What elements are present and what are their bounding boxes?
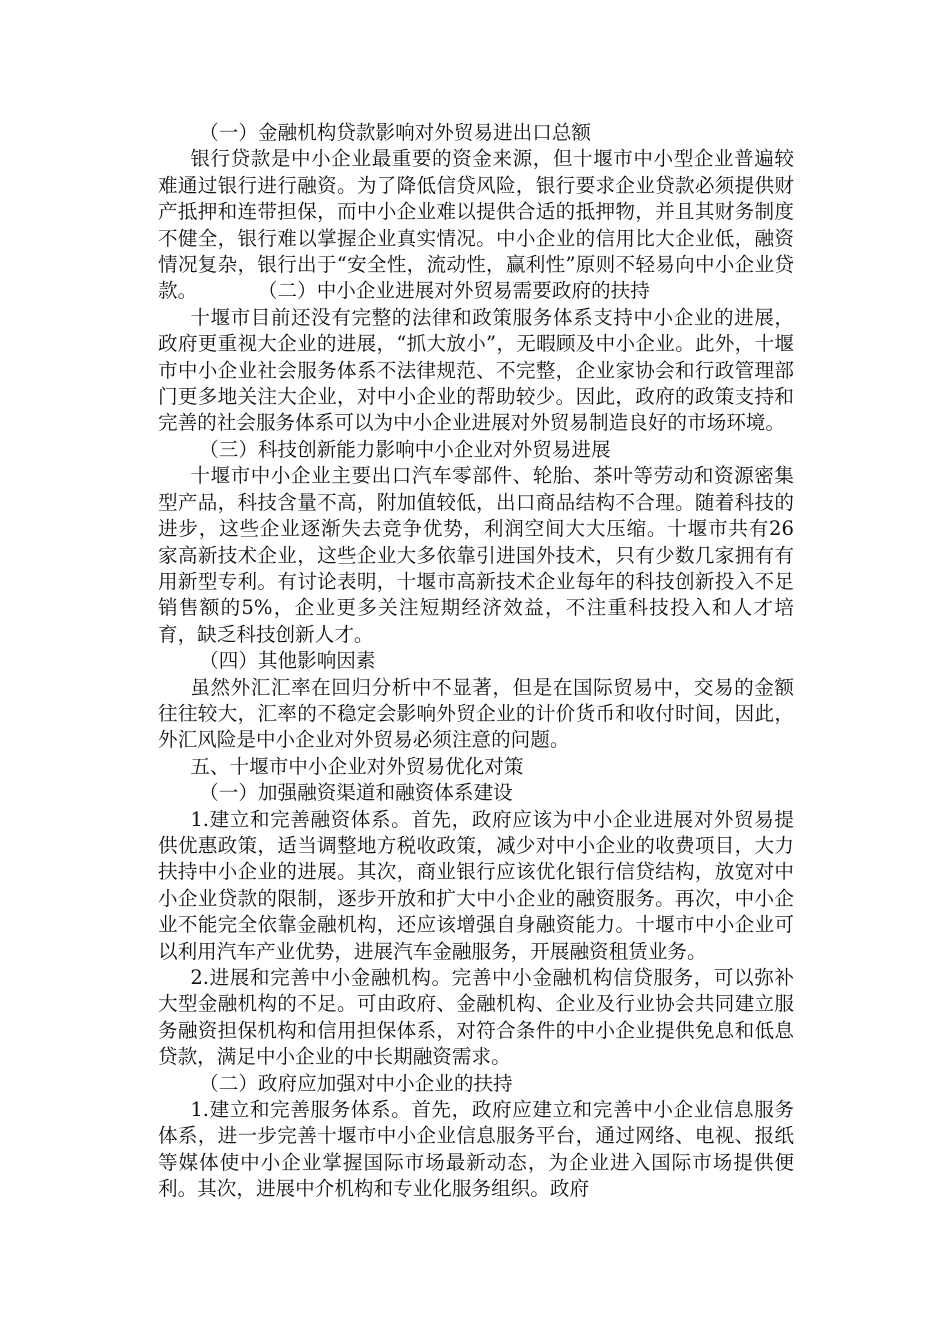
paragraph-bank-loans — [158, 146, 794, 304]
section-heading-tech-innovation: （三）科技创新能力影响中小企业对外贸易进展 — [199, 437, 611, 461]
paragraph-tech-innovation: 十堰市中小企业主要出口汽车零部件、轮胎、茶叶等劳动和资源密集型产品，科技含量不高，附加值较低，出口商品结构不合理。随着科技的进步，这些企业逐渐失去竞争优势，利润空间大大压缩。十堰市共有26 家高新技术企业，这些企业大多依靠引进国外技术，只有少数几家拥有有用新型专利。有讨论表明，十堰市高新技术企业每年的科技创新投入不足销售额的5%，企业更多关注短期经济效益，不注重科技投入和人才培育，缺乏科技创新人才。 — [158, 464, 794, 646]
section-heading-other-factors: （四）其他影响因素 — [199, 649, 376, 673]
section-heading-government-assistance: （二）政府应加强对中小企业的扶持 — [199, 1071, 513, 1095]
chapter-title-optimization: 五、十堰市中小企业对外贸易优化对策 — [190, 754, 524, 778]
paragraph-financing-system: 1.建立和完善融资体系。首先，政府应该为中小企业进展对外贸易提供优惠政策，适当调整地方税收政策，减少对中小企业的收费项目，大力扶持中小企业的进展。其次，商业银行应该优化银行信贷结构，放宽对中小企业贷款的限制，逐步开放和扩大中小企业的融资服务。再次，中小企业不能完全依靠金融机构，还应该增强自身融资能力。十堰市中小企业可以利用汽车产业优势，进展汽车金融服务，开展融资租赁业务。 — [158, 807, 794, 963]
section-heading-finance-loans: （一）金融机构贷款影响对外贸易进出口总额 — [199, 121, 592, 144]
paragraph-bank-loans-text: 银行贷款是中小企业最重要的资金来源，但十堰市中小型企业普遍较难通过银行进行融资。为了降低信贷风险，银行要求企业贷款必须提供财产抵押和连带担保，而中小企业难以提供合适的抵押物，并且其财务制度不健全，银行难以掌握企业真实情况。中小企业的信用比大企业低，融资情况复杂，银行出于“安全性，流动性，赢利性”原则不轻易向中小企业贷款。 — [158, 147, 794, 303]
paragraph-service-system: 1.建立和完善服务体系。首先，政府应建立和完善中小企业信息服务体系，进一步完善十堰市中小企业信息服务平台，通过网络、电视、报纸等媒体使中小企业掌握国际市场最新动态，为企业进入国际市场提供便利。其次，进展中介机构和专业化服务组织。政府 — [158, 1098, 794, 1201]
paragraph-exchange-rate: 虽然外汇汇率在回归分析中不显著，但是在国际贸易中，交易的金额往往较大，汇率的不稳定会影响外贸企业的计价货币和收付时间，因此，外汇风险是中小企业对外贸易必须注意的问题。 — [158, 675, 794, 752]
document-page — [158, 120, 794, 1203]
paragraph-small-financial-institutions: 2.进展和完善中小金融机构。完善中小金融机构信贷服务，可以弥补大型金融机构的不足。可由政府、金融机构、企业及行业协会共同建立服务融资担保机构和信用担保体系，对符合条件的中小企业提供免息和低息贷款，满足中小企业的中长期融资需求。 — [158, 966, 794, 1069]
paragraph-policy-system: 十堰市目前还没有完整的法律和政策服务体系支持中小企业的进展，政府更重视大企业的进展，“抓大放小”，无暇顾及中小企业。此外，十堰市中小企业社会服务体系不法律规范、不完整，企业家协会和行政管理部门更多地关注大企业，对中小企业的帮助较少。因此，政府的政策支持和完善的社会服务体系可以为中小企业进展对外贸易制造良好的市场环境。 — [158, 305, 794, 435]
section-heading-government-support: （二）中小企业进展对外贸易需要政府的扶持 — [267, 279, 650, 303]
section-heading-financing-channels: （一）加强融资渠道和融资体系建设 — [199, 781, 513, 805]
